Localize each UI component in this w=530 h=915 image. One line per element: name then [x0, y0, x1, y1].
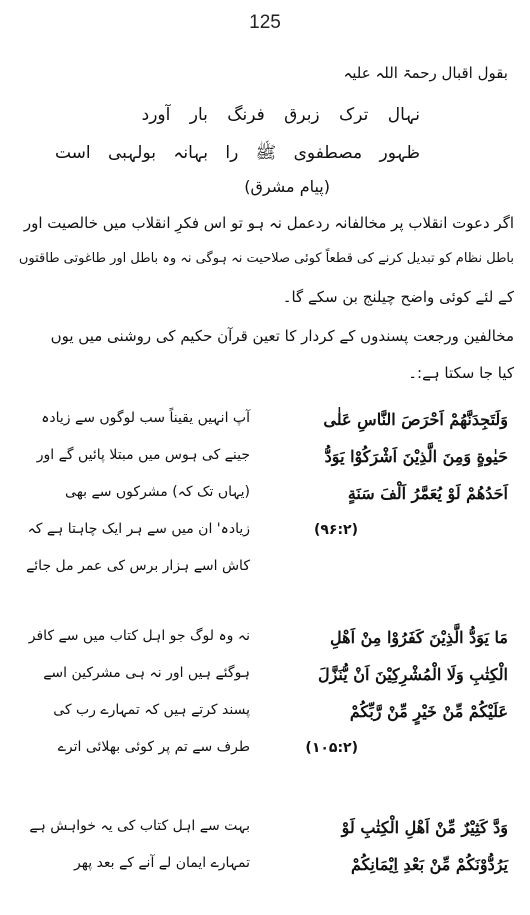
verse-2-reference: (۱۰۵:۲) [305, 740, 358, 756]
verse-2-translation-line-1: نہ وہ لوگ جو اہل کتاب میں سے کافر [28, 628, 250, 644]
verse-1-reference: (۹۶:۲) [313, 522, 358, 538]
verse-1-translation-line-1: آپ انہیں یقیناً سب لوگوں سے زیادہ [41, 410, 250, 426]
verse-1-translation [22, 410, 250, 600]
verse-2-arabic [278, 628, 508, 778]
paragraph-1-line-3: کے لئے کوئی واضح چیلنج بن سکے گا۔ [282, 288, 514, 306]
paragraph-2-line-2: کیا جا سکتا ہے:۔ [408, 364, 514, 382]
paragraph-2-line-1: مخالفین ورجعت پسندوں کے کردار کا تعین قرآن حکیم کی روشنی میں یوں [50, 327, 514, 345]
verse-1-arabic-line-1: وَلَتَجِدَنَّهُمْ اَحْرَصَ النَّاسِ عَلٰى [323, 410, 508, 429]
verse-1-translation-line-5: کاش اسے ہزار برس کی عمر مل جائے [26, 558, 250, 574]
verse-3-arabic-line-2: يَرُدُّوْنَكُمْ مِّنْ بَعْدِ اِيْمَانِكُمْ [350, 855, 508, 874]
verse-1-translation-line-2: جینے کی ہوس میں مبتلا پائیں گے اور [36, 447, 250, 463]
verse-2-translation-line-2: ہوگئے ہیں اور نہ ہی مشرکین اسے [43, 665, 250, 681]
verse-1-translation-line-3: (یہاں تک کہ) مشرکوں سے بھی [65, 484, 250, 500]
verse-2-translation-line-4: طرف سے تم پر کوئی بھلائی اترے [57, 739, 250, 755]
page-number: 125 [249, 12, 281, 33]
verse-1-arabic [278, 410, 508, 560]
poem-source: (پیام مشرق) [244, 177, 330, 196]
verse-1-arabic-line-2: حَيٰوةٍ وَمِنَ الَّذِيْنَ اَشْرَكُوْا يَوَدُّ [324, 447, 508, 466]
verse-1-arabic-line-3: اَحَدُهُمْ لَوْ يُعَمَّرُ اَلْفَ سَنَةٍ [347, 484, 508, 503]
attribution-line: بقول اقبال رحمۃ اللہ علیہ [343, 64, 508, 82]
verse-3-translation [22, 818, 250, 898]
verse-3-translation-line-2: تمہارے ایمان لے آنے کے بعد پھر [74, 855, 250, 871]
verse-3-arabic-line-1: وَدَّ كَثِيْرٌ مِّنْ اَهْلِ الْكِتٰبِ لَوْ [341, 818, 508, 837]
poem-line-1: نہال ترک زبرق فرنگ بار آورد [141, 105, 420, 125]
paragraph-1-line-1: اگر دعوت انقلاب پر مخالفانہ ردعمل نہ ہو تو اس فکرِ انقلاب میں خالصیت اور [23, 214, 514, 232]
verse-2-arabic-line-3: عَلَيْكُمْ مِّنْ خَيْرٍ مِّنْ رَّبِّكُمْ [349, 702, 508, 721]
verse-2-translation-line-3: پسند کرتے ہیں کہ تمہارے رب کی [53, 702, 250, 718]
verse-3-translation-line-1: بہت سے اہل کتاب کی یہ خواہش ہے [29, 818, 250, 834]
verse-2-arabic-line-2: الْكِتٰبِ وَلَا الْمُشْرِكِيْنَ اَنْ يُّنَزَّلَ [317, 665, 508, 684]
paragraph-1-line-2: باطل نظام کو تبدیل کرنے کی قطعاً کوئی صلاحیت نہ ہوگی نہ وہ باطل اور طاغوتی طاقتوں [18, 251, 514, 266]
poem-line-2: ظہور مصطفوی ﷺ را بہانہ بولہبی است [54, 143, 420, 163]
verse-2-arabic-line-1: مَا يَوَدُّ الَّذِيْنَ كَفَرُوْا مِنْ اَهْلِ [330, 628, 508, 647]
verse-1-translation-line-4: زیادہ' ان میں سے ہر ایک چاہتا ہے کہ [27, 521, 250, 537]
verse-3-arabic [278, 818, 508, 898]
verse-2-translation [22, 628, 250, 778]
